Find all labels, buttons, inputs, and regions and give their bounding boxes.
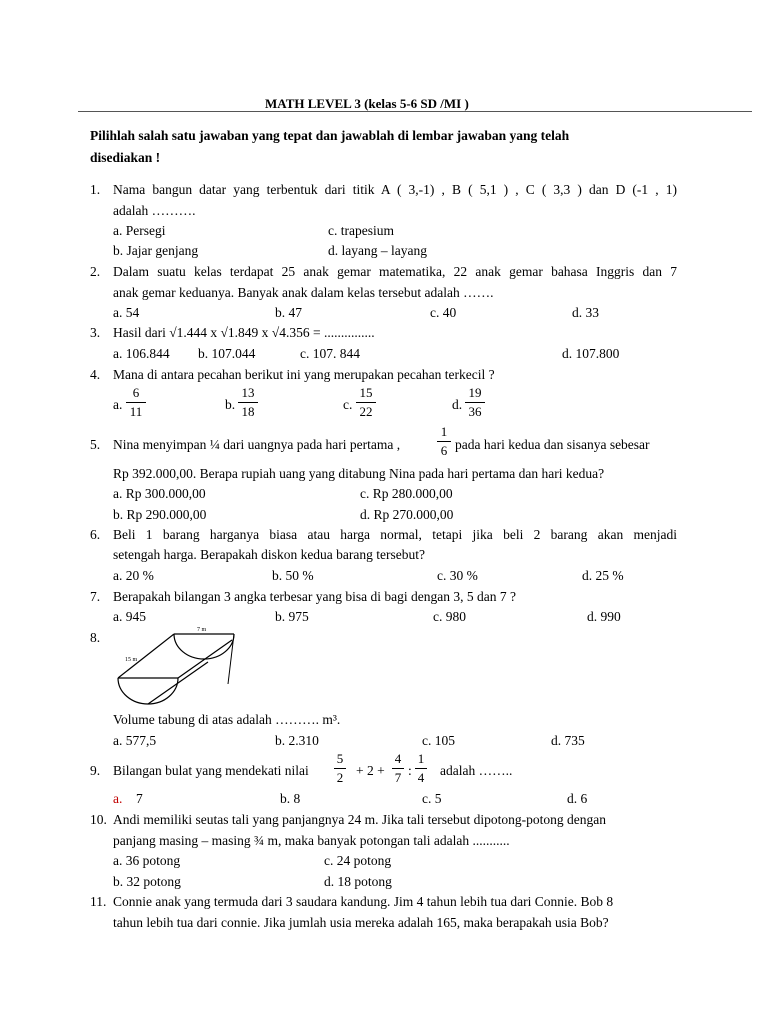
q6-option-d: d. 25 %	[582, 568, 624, 583]
q9-plus: + 2 +	[356, 763, 385, 778]
fraction-bar	[238, 402, 258, 403]
q9-fraction-2	[392, 752, 404, 785]
q1-option-c: c. trapesium	[328, 223, 394, 238]
q9-fraction-3-denominator: 4	[417, 770, 425, 785]
q4-option-b-letter: b.	[225, 397, 236, 412]
q9-text-line-1a: Bilangan bulat yang mendekati nilai	[113, 763, 309, 778]
q3-option-a: a. 106.844	[113, 346, 170, 361]
q9-number: 9.	[90, 763, 101, 778]
q3-option-d: d. 107.800	[562, 346, 620, 361]
q6-option-b: b. 50 %	[272, 568, 314, 583]
q6-number: 6.	[90, 527, 101, 542]
instruction-line-2: disediakan !	[90, 150, 161, 165]
q8-number: 8.	[90, 630, 101, 645]
q5-option-b: b. Rp 290.000,00	[113, 507, 207, 522]
q3-option-c: c. 107. 844	[300, 346, 360, 361]
q8-option-d: d. 735	[551, 733, 585, 748]
q4-option-c-denominator: 22	[359, 404, 373, 419]
q1-option-b: b. Jajar genjang	[113, 243, 199, 258]
q10-option-b: b. 32 potong	[113, 874, 181, 889]
q7-option-b: b. 975	[275, 609, 309, 624]
q3-text-line-1: Hasil dari √1.444 x √1.849 x √4.356 = ...............	[113, 325, 375, 340]
q4-option-d-numerator: 19	[468, 385, 482, 400]
q6-text-line-2: setengah harga. Berapakah diskon kedua barang tersebut?	[113, 547, 426, 562]
q4-option-b-numerator: 13	[241, 385, 255, 400]
q10-number: 10.	[90, 812, 107, 827]
q1-number: 1.	[90, 182, 101, 197]
q9-fraction-3-numerator: 1	[417, 751, 425, 766]
q5-text-line-1a: Nina menyimpan ¼ dari uangnya pada hari pertama ,	[113, 437, 401, 452]
q9-option-c: c. 5	[422, 791, 442, 806]
q4-option-c-fraction	[356, 386, 376, 419]
q9-option-a-value: 7	[136, 791, 143, 806]
q11-text-line-1: Connie anak yang termuda dari 3 saudara kandung. Jim 4 tahun lebih tua dari Connie. Bob 8	[113, 894, 614, 909]
q4-option-d-fraction	[465, 386, 485, 419]
fraction-bar	[334, 768, 346, 769]
fraction-bar	[126, 402, 146, 403]
fraction-bar	[415, 768, 427, 769]
q8-option-b: b. 2.310	[275, 733, 319, 748]
q5-text-line-1b: pada hari kedua dan sisanya sebesar	[455, 437, 650, 452]
q7-option-d: d. 990	[587, 609, 621, 624]
title-rule	[78, 111, 752, 112]
q6-option-a: a. 20 %	[113, 568, 154, 583]
q7-option-a: a. 945	[113, 609, 146, 624]
q11-number: 11.	[90, 894, 107, 909]
q5-option-d: d. Rp 270.000,00	[360, 507, 454, 522]
q4-option-c-numerator: 15	[359, 385, 373, 400]
fraction-bar	[392, 768, 404, 769]
q2-option-c: c. 40	[430, 305, 457, 320]
q9-fraction-3	[415, 752, 427, 785]
q1-text-line-1: Nama bangun datar yang terbentuk dari titik A ( 3,-1) , B ( 5,1 ) , C ( 3,3 ) dan D (-1 , 1)	[113, 182, 677, 197]
q2-option-d: d. 33	[572, 305, 599, 320]
q7-text-line-1: Berapakah bilangan 3 angka terbesar yang bisa di bagi dengan 3, 5 dan 7 ?	[113, 589, 516, 604]
q4-option-a-numerator: 6	[132, 385, 140, 400]
q2-text-line-2: anak gemar keduanya. Banyak anak dalam kelas tersebut adalah …….	[113, 285, 494, 300]
q2-number: 2.	[90, 264, 101, 279]
q1-text-line-2: adalah ……….	[113, 203, 196, 218]
q5-fraction-numerator: 1	[440, 424, 448, 439]
q5-text-line-2: Rp 392.000,00. Berapa rupiah uang yang ditabung Nina pada hari pertama dan hari kedua?	[113, 466, 605, 481]
q4-option-d-denominator: 36	[468, 404, 482, 419]
fraction-bar	[465, 402, 485, 403]
q9-option-d: d. 6	[567, 791, 588, 806]
q4-option-c-letter: c.	[343, 397, 353, 412]
q10-option-a: a. 36 potong	[113, 853, 181, 868]
q5-fraction	[437, 425, 451, 458]
figure-label-side: 15 m	[125, 657, 138, 663]
q7-option-c: c. 980	[433, 609, 466, 624]
q9-fraction-2-numerator: 4	[394, 751, 402, 766]
q4-option-a-denominator: 11	[129, 404, 143, 419]
q9-fraction-1-numerator: 5	[336, 751, 344, 766]
q3-option-b: b. 107.044	[198, 346, 256, 361]
q1-option-d: d. layang – layang	[328, 243, 427, 258]
instruction-line-1: Pilihlah salah satu jawaban yang tepat dan jawablah di lembar jawaban yang telah	[90, 128, 570, 143]
q7-number: 7.	[90, 589, 101, 604]
q5-fraction-denominator: 6	[440, 443, 448, 458]
half-cylinder-figure	[108, 624, 240, 708]
q4-number: 4.	[90, 367, 101, 382]
q5-option-a: a. Rp 300.000,00	[113, 486, 206, 501]
q9-fraction-2-denominator: 7	[394, 770, 402, 785]
q2-text-line-1: Dalam suatu kelas terdapat 25 anak gemar matematika, 22 anak gemar bahasa Inggris dan 7	[113, 264, 677, 279]
q4-option-b-fraction	[238, 386, 258, 419]
q10-text-line-1: Andi memiliki seutas tali yang panjangnya 24 m. Jika tali tersebut dipotong-potong dengan	[113, 812, 607, 827]
q9-option-a-letter: a.	[113, 791, 123, 806]
q4-option-a-fraction	[126, 386, 146, 419]
q9-text-line-1b: adalah ……..	[440, 763, 513, 778]
q4-option-d-letter: d.	[452, 397, 463, 412]
q6-option-c: c. 30 %	[437, 568, 478, 583]
q8-option-a: a. 577,5	[113, 733, 157, 748]
q9-fraction-1	[334, 752, 346, 785]
q8-text-line-1: Volume tabung di atas adalah ………. m³.	[113, 712, 341, 727]
q1-option-a: a. Persegi	[113, 223, 166, 238]
q10-option-d: d. 18 potong	[324, 874, 392, 889]
fraction-bar	[356, 402, 376, 403]
q2-option-b: b. 47	[275, 305, 302, 320]
q6-text-line-1: Beli 1 barang harganya biasa atau harga normal, tetapi jika beli 2 barang akan menjadi	[113, 527, 677, 542]
fraction-bar	[437, 441, 451, 442]
page-title: MATH LEVEL 3 (kelas 5-6 SD /MI )	[265, 96, 469, 111]
q2-option-a: a. 54	[113, 305, 140, 320]
q11-text-line-2: tahun lebih tua dari connie. Jika jumlah usia mereka adalah 165, maka berapakah usia Bob?	[113, 915, 609, 930]
q10-text-line-2: panjang masing – masing ¾ m, maka banyak potongan tali adalah ...........	[113, 833, 510, 848]
q9-option-b: b. 8	[280, 791, 301, 806]
q9-fraction-1-denominator: 2	[336, 770, 344, 785]
q4-option-b-denominator: 18	[241, 404, 255, 419]
q5-number: 5.	[90, 437, 101, 452]
q3-number: 3.	[90, 325, 101, 340]
q10-option-c: c. 24 potong	[324, 853, 392, 868]
q5-option-c: c. Rp 280.000,00	[360, 486, 453, 501]
q8-option-c: c. 105	[422, 733, 455, 748]
q9-colon: :	[408, 763, 412, 778]
q4-option-a-letter: a.	[113, 397, 123, 412]
figure-label-top: 7 m	[197, 627, 207, 633]
q4-text-line-1: Mana di antara pecahan berikut ini yang merupakan pecahan terkecil ?	[113, 367, 495, 382]
